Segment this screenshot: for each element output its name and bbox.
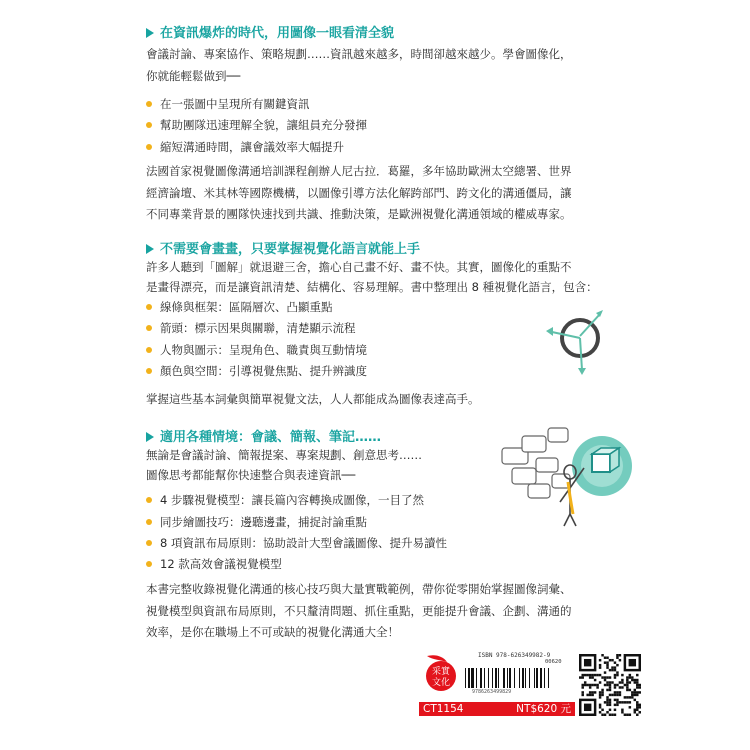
publisher-logo: [421, 652, 461, 698]
closing-line3: 效率，是你在職場上不可或缺的視覺化溝通大全！: [146, 625, 399, 639]
list-item: 線條與框架：區隔層次、凸顯重點: [146, 299, 333, 315]
product-code: CT1154: [423, 703, 464, 715]
list-item: 4 步驟視覺模型：讓長篇內容轉換成圖像，一目了然: [146, 492, 424, 508]
dot-icon: [146, 368, 152, 374]
list-item: 12 款高效會議視覺模型: [146, 556, 282, 572]
section2-intro-line2: 是畫得漂亮，而是讓資訊清楚、結構化、容易理解。書中整理出 8 種視覺化語言，包含：: [146, 280, 598, 294]
list-item: 同步繪圖技巧：邊聽邊畫，捕捉討論重點: [146, 514, 367, 530]
section1-intro-line1: 會議討論、專案協作、策略規劃……資訊越來越多，時間卻越來越少。學會圖像化，: [146, 47, 572, 61]
dot-icon: [146, 101, 152, 107]
cycle-arrows-illustration: [540, 298, 620, 378]
isbn-label: ISBN 978-626349982-9: [478, 652, 551, 659]
dot-icon: [146, 497, 152, 503]
dot-icon: [146, 144, 152, 150]
section2-intro-line1: 許多人聽到「圖解」就退避三舍，擔心自己畫不好、畫不快。其實，圖像化的重點不: [146, 260, 572, 274]
list-item: 箭頭：標示因果與關聯，清楚顯示流程: [146, 320, 356, 336]
list-item: 在一張圖中呈現所有關鍵資訊: [146, 96, 310, 112]
list-item: 人物與圖示：呈現角色、職責與互動情境: [146, 342, 367, 358]
isbn-price-code: 00620: [545, 659, 562, 665]
dot-icon: [146, 519, 152, 525]
triangle-right-icon: [146, 28, 154, 38]
dot-icon: [146, 561, 152, 567]
list-item: 縮短溝通時間，讓會議效率大幅提升: [146, 139, 344, 155]
closing-line1: 本書完整收錄視覺化溝通的核心技巧與大量實戰範例，帶你從零開始掌握圖像詞彙、: [146, 582, 572, 596]
list-item: 幫助團隊迅速理解全貌，讓組員充分發揮: [146, 117, 367, 133]
section2-heading: 不需要會畫畫，只要掌握視覺化語言就能上手: [146, 238, 420, 257]
dot-icon: [146, 325, 152, 331]
dot-icon: [146, 540, 152, 546]
author-bio-line2: 經濟論壇、米其林等國際機構，以圖像引導方法化解跨部門、跨文化的溝通僵局，讓: [146, 186, 572, 200]
thinking-person-illustration: [498, 418, 638, 528]
barcode: [465, 668, 573, 688]
section3-intro-line1: 無論是會議討論、簡報提案、專案規劃、創意思考……: [146, 448, 422, 462]
section2-outro: 掌握這些基本詞彙與簡單視覺文法，人人都能成為圖像表達高手。: [146, 392, 480, 406]
section3-heading: 適用各種情境：會議、簡報、筆記……: [146, 426, 381, 445]
author-bio-line1: 法國首家視覺圖像溝通培訓課程創辦人尼古拉．葛羅，多年協助歐洲太空總署、世界: [146, 164, 572, 178]
section1-intro-line2: 你就能輕鬆做到──: [146, 69, 241, 83]
section3-intro-line2: 圖像思考都能幫你快速整合與表達資訊──: [146, 468, 356, 482]
list-item: 8 項資訊布局原則：協助設計大型會議圖像、提升易讀性: [146, 535, 447, 551]
dot-icon: [146, 304, 152, 310]
author-bio-line3: 不同專業背景的團隊快速找到共識、推動決策，是歐洲視覺化溝通領域的權威專家。: [146, 207, 572, 221]
section1-heading: 在資訊爆炸的時代，用圖像一眼看清全貌: [146, 22, 394, 41]
triangle-right-icon: [146, 432, 154, 442]
qr-code: [579, 654, 641, 716]
price-bar: [419, 702, 575, 716]
barcode-number: 9786263499829: [472, 689, 512, 695]
publisher-logo-text2: 文化: [431, 678, 451, 688]
closing-line2: 視覺模型與資訊布局原則，不只釐清問題、抓住重點，更能提升會議、企劃、溝通的: [146, 604, 572, 618]
triangle-right-icon: [146, 244, 154, 254]
dot-icon: [146, 347, 152, 353]
list-item: 顏色與空間：引導視覺焦點、提升辨識度: [146, 363, 367, 379]
price-label: NT$620 元: [516, 703, 571, 715]
dot-icon: [146, 122, 152, 128]
publisher-logo-text1: 采實: [431, 667, 451, 677]
